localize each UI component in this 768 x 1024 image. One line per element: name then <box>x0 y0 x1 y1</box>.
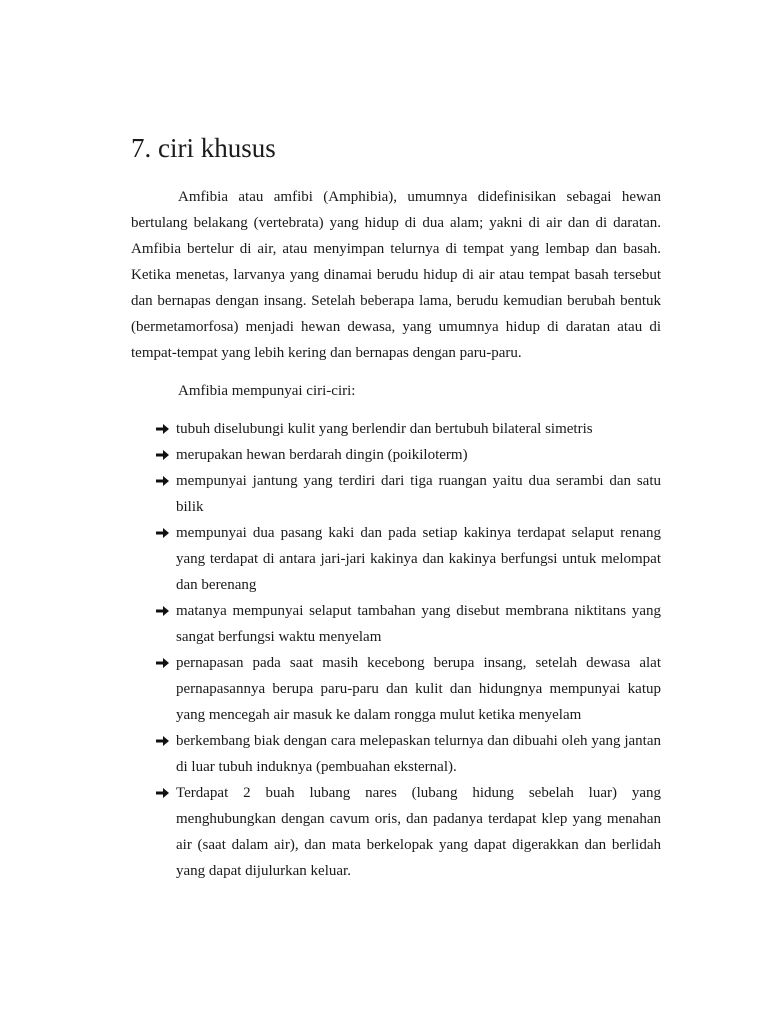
intro-paragraph: Amfibia atau amfibi (Amphibia), umumnya didefinisikan sebagai hewan bertulang belakang (vertebrata) yang hidup di dua alam; yakni di air dan di daratan. Amfibia bertelur di air, atau menyimpan telurnya di tempat yang lembap dan basah. Ketika menetas, larvanya yang dinamai berudu hidup di air atau tempat basah tersebut dan bernapas dengan insang. Setelah beberapa lama, berudu kemudian berubah bentuk (bermetamorfosa) menjadi hewan dewasa, yang umumnya hidup di daratan atau di tempat-tempat yang lebih kering dan bernapas dengan paru-paru. <box>131 189 661 361</box>
right-arrow-icon <box>155 423 170 435</box>
right-arrow-icon <box>155 657 170 669</box>
list-item-text: tubuh diselubungi kulit yang berlendir dan bertubuh bilateral simetris <box>176 421 593 437</box>
list-item <box>131 650 661 728</box>
right-arrow-icon <box>155 787 170 799</box>
right-arrow-icon <box>155 605 170 617</box>
list-item <box>131 468 661 520</box>
list-item <box>131 780 661 884</box>
list-item <box>131 520 661 598</box>
list-item <box>131 728 661 780</box>
section-heading: 7. ciri khusus <box>131 133 276 163</box>
characteristics-list <box>131 416 661 884</box>
list-item-text: mempunyai jantung yang terdiri dari tiga ruangan yaitu dua serambi dan satu bilik <box>176 473 661 515</box>
list-item <box>131 416 661 442</box>
list-item-text: pernapasan pada saat masih kecebong berupa insang, setelah dewasa alat pernapasannya berupa paru-paru dan kulit dan hidungnya mempunyai katup yang mencegah air masuk ke dalam rongga mulut ketika menyelam <box>176 655 661 723</box>
list-item <box>131 442 661 468</box>
right-arrow-icon <box>155 527 170 539</box>
list-item-text: merupakan hewan berdarah dingin (poikiloterm) <box>176 447 468 463</box>
list-item-text: berkembang biak dengan cara melepaskan telurnya dan dibuahi oleh yang jantan di luar tubuh induknya (pembuahan eksternal). <box>176 733 661 775</box>
right-arrow-icon <box>155 475 170 487</box>
document-page <box>131 128 661 884</box>
right-arrow-icon <box>155 735 170 747</box>
right-arrow-icon <box>155 449 170 461</box>
list-item-text: matanya mempunyai selaput tambahan yang disebut membrana niktitans yang sangat berfungsi waktu menyelam <box>176 603 661 645</box>
list-intro: Amfibia mempunyai ciri-ciri: <box>178 383 356 399</box>
list-item-text: mempunyai dua pasang kaki dan pada setiap kakinya terdapat selaput renang yang terdapat di antara jari-jari kakinya dan kakinya berfungsi untuk melompat dan berenang <box>176 525 661 593</box>
list-item <box>131 598 661 650</box>
list-item-text: Terdapat 2 buah lubang nares (lubang hidung sebelah luar) yang menghubungkan dengan cavum oris, dan padanya terdapat klep yang menahan air (saat dalam air), dan mata berkelopak yang dapat digerakkan dan berlidah yang dapat dijulurkan keluar. <box>176 785 661 879</box>
